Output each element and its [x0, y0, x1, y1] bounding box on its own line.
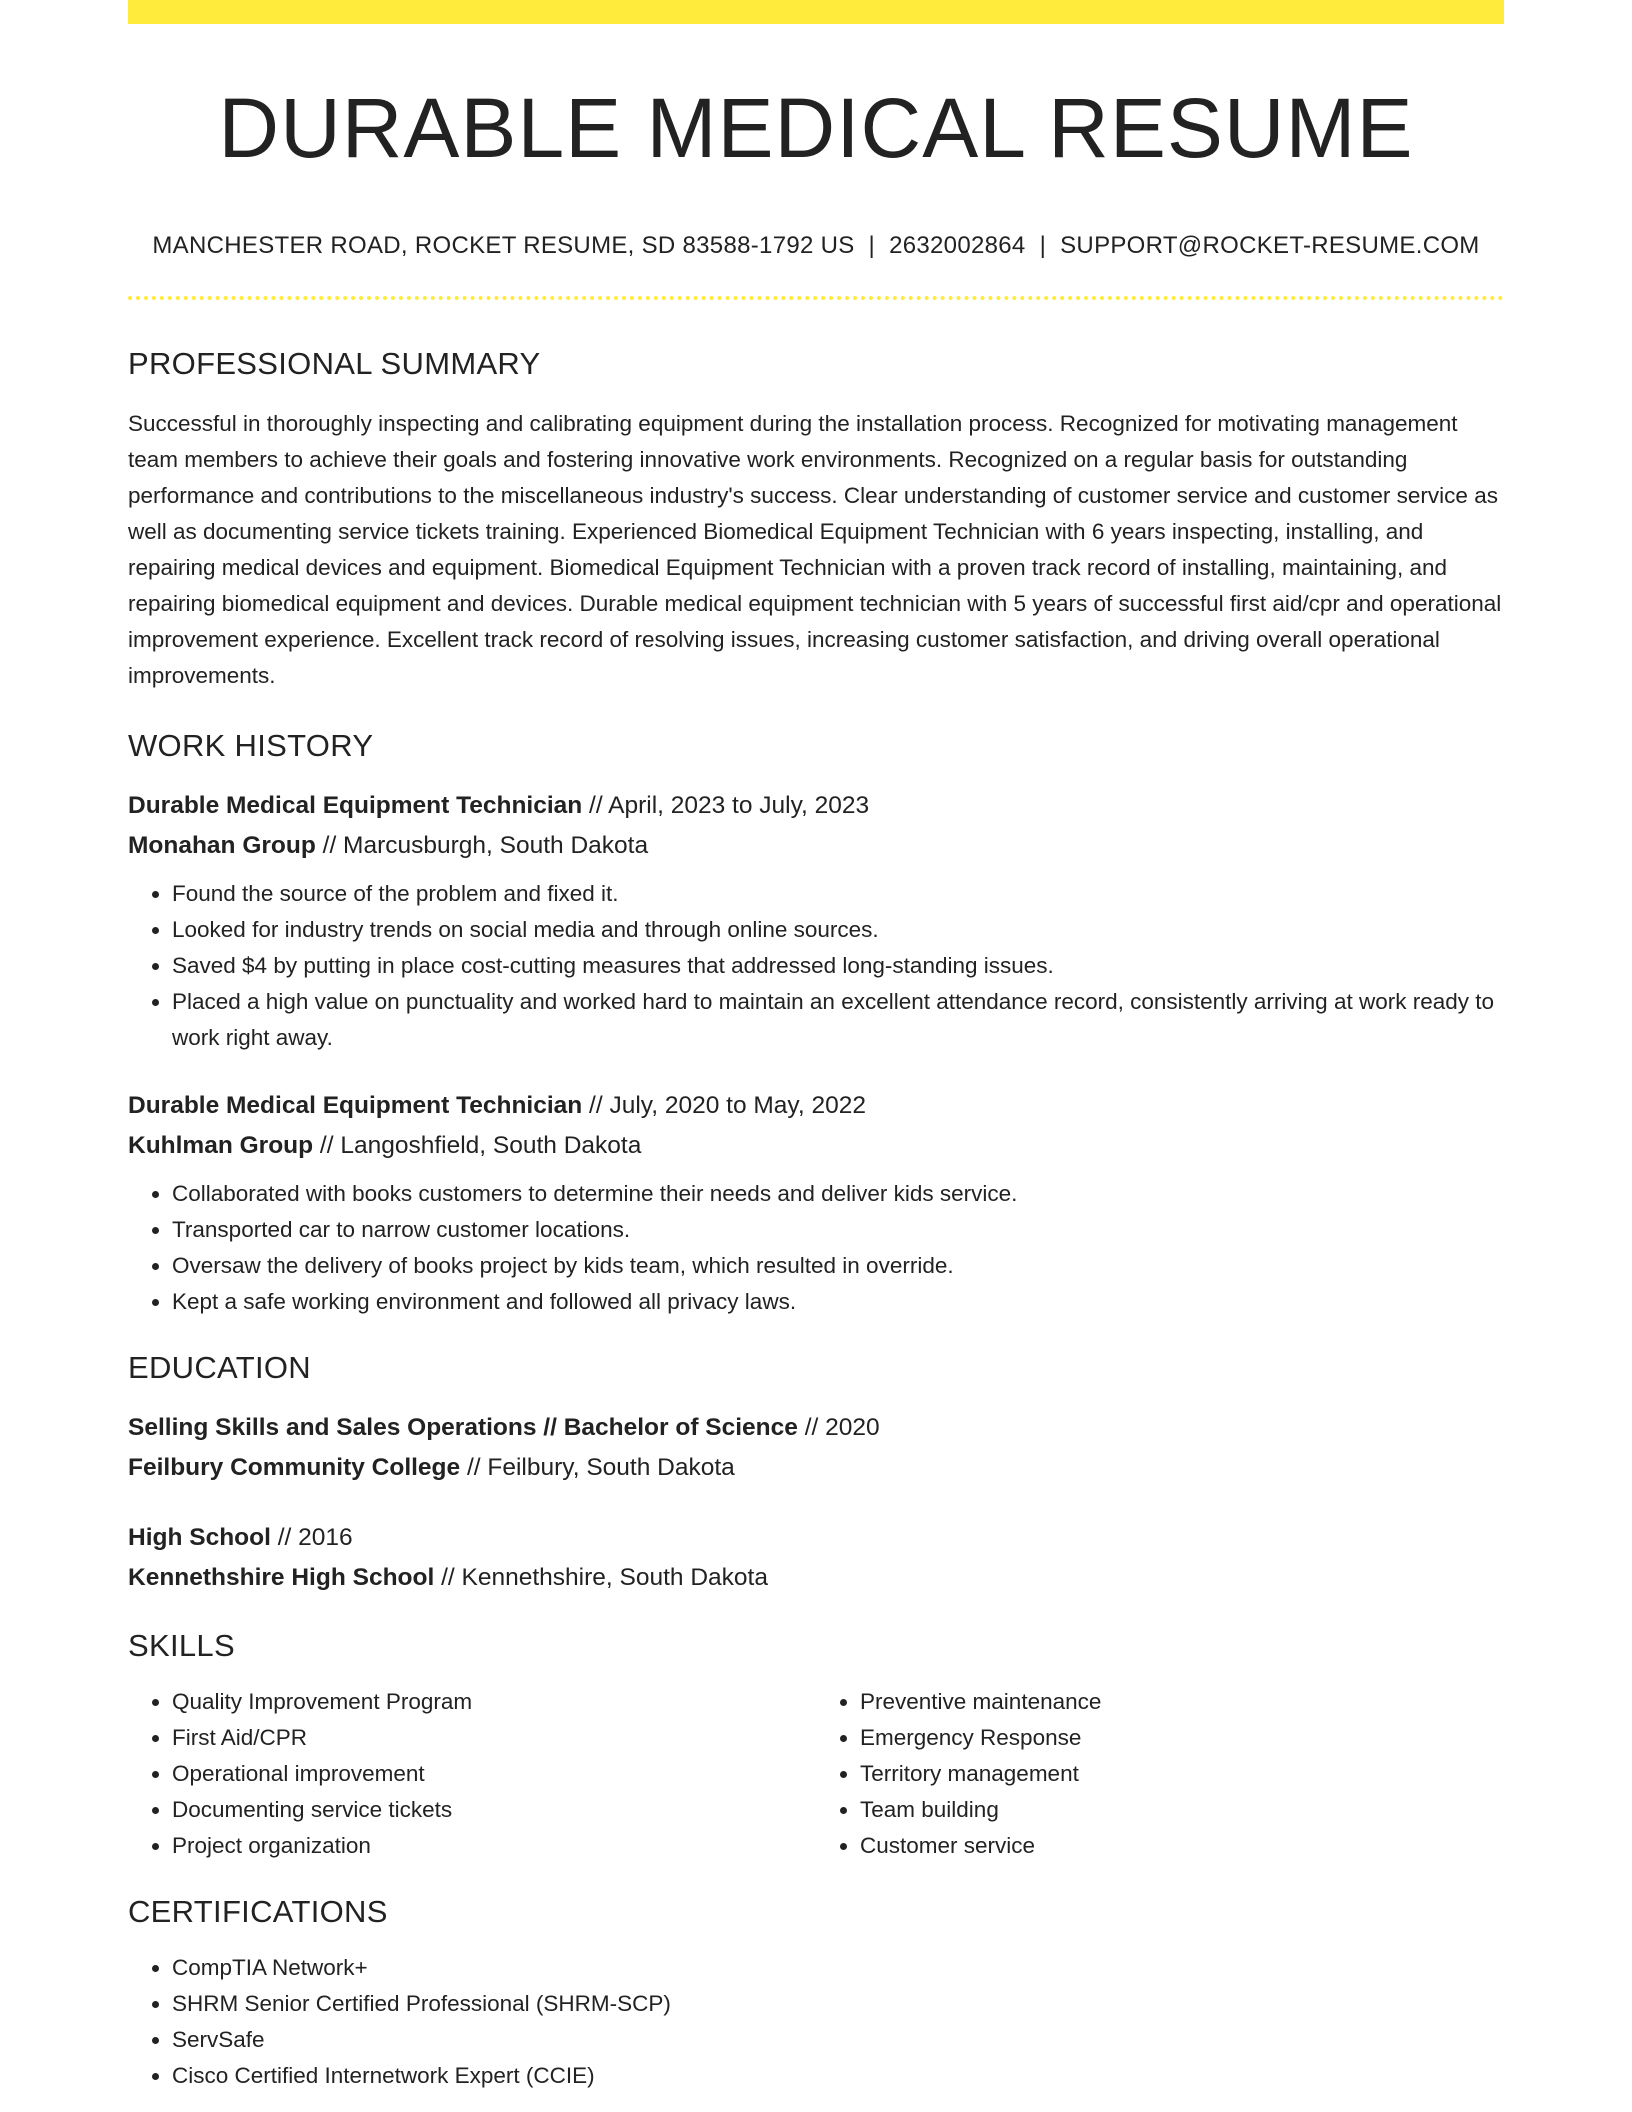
job-company-line — [128, 826, 1504, 866]
resume-title: DURABLE MEDICAL RESUME — [218, 81, 1414, 175]
education-degree: Selling Skills and Sales Operations // Bachelor of Science — [128, 1414, 798, 1442]
list-item: • Kept a safe working environment and followed all privacy laws. — [172, 1284, 1504, 1320]
job-dates: // July, 2020 to May, 2022 — [582, 1092, 866, 1120]
list-item: • CompTIA Network+ — [172, 1950, 1504, 1986]
resume-page — [128, 0, 1504, 2094]
list-item: • Operational improvement — [172, 1756, 816, 1792]
list-item: • Territory management — [860, 1756, 1504, 1792]
education-degree-line — [128, 1518, 1504, 1558]
list-item: • ServSafe — [172, 2022, 1504, 2058]
education-entry — [128, 1518, 1504, 1598]
job-role: Durable Medical Equipment Technician — [128, 792, 583, 820]
job-dates: // April, 2023 to July, 2023 — [582, 792, 870, 820]
education-school: Feilbury Community College — [128, 1454, 461, 1482]
education-entry — [128, 1408, 1504, 1488]
list-item: • Found the source of the problem and fixed it. — [172, 876, 1504, 912]
summary-text: Successful in thoroughly inspecting and calibrating equipment during the installation process. Recognized for motivating management team members to achieve their goals and fostering innovative work environments. Recognized on a regular basis for outstanding performance and contributions to the miscellaneous industry's success. Clear understanding of customer service and customer service as well as documenting service tickets training. Experienced Biomedical Equipment Technician with 6 years inspecting, installing, and repairing medical devices and equipment. Biomedical Equipment Technician with a proven track record of installing, maintaining, and repairing biomedical equipment and devices. Durable medical equipment technician with 5 years of successful first aid/cpr and operational improvement experience. Excellent track record of resolving issues, increasing customer satisfaction, and driving overall operational improvements. — [128, 411, 1502, 689]
list-item: • Project organization — [172, 1828, 816, 1864]
contact-phone: 2632002864 — [889, 232, 1026, 260]
top-accent-bar — [128, 0, 1504, 24]
list-item: • First Aid/CPR — [172, 1720, 816, 1756]
job-company: Monahan Group — [128, 832, 316, 860]
dotted-divider — [128, 296, 1504, 300]
education-year: // 2020 — [797, 1414, 880, 1442]
section-title-education: EDUCATION — [128, 1350, 311, 1386]
education-year: // 2016 — [270, 1524, 353, 1552]
list-item: • Collaborated with books customers to determine their needs and deliver kids service. — [172, 1176, 1504, 1212]
education-degree: High School — [128, 1524, 271, 1552]
job-title-line — [128, 786, 1504, 826]
list-item: • Looked for industry trends on social media and through online sources. — [172, 912, 1504, 948]
list-item: • Placed a high value on punctuality and worked hard to maintain an excellent attendance record, consistently arriving at work ready to work right away. — [172, 984, 1504, 1056]
section-title-summary: PROFESSIONAL SUMMARY — [128, 346, 541, 382]
list-item: • Customer service — [860, 1828, 1504, 1864]
job-location: // Marcusburgh, South Dakota — [315, 832, 649, 860]
skills-columns — [128, 1684, 1504, 1864]
job-company: Kuhlman Group — [128, 1132, 314, 1160]
job-role: Durable Medical Equipment Technician — [128, 1092, 583, 1120]
list-item: • SHRM Senior Certified Professional (SHRM-SCP) — [172, 1986, 1504, 2022]
list-item: • Quality Improvement Program — [172, 1684, 816, 1720]
list-item: • Oversaw the delivery of books project by kids team, which resulted in override. — [172, 1248, 1504, 1284]
list-item: • Saved $4 by putting in place cost-cutting measures that addressed long-standing issues. — [172, 948, 1504, 984]
education-school: Kennethshire High School — [128, 1564, 435, 1592]
education-location: // Feilbury, South Dakota — [460, 1454, 735, 1482]
skills-list-left — [128, 1684, 816, 1864]
certifications-list — [128, 1950, 1504, 2094]
job-location: // Langoshfield, South Dakota — [313, 1132, 642, 1160]
job-title-line — [128, 1086, 1504, 1126]
education-school-line — [128, 1558, 1504, 1598]
contact-email: SUPPORT@ROCKET-RESUME.COM — [1060, 232, 1480, 260]
job-bullets — [128, 1176, 1504, 1320]
job-bullets — [128, 876, 1504, 1056]
list-item: • Team building — [860, 1792, 1504, 1828]
skills-list-right — [816, 1684, 1504, 1864]
list-item: • Emergency Response — [860, 1720, 1504, 1756]
section-title-work-history: WORK HISTORY — [128, 728, 374, 764]
contact-line — [128, 232, 1504, 260]
job-entry — [128, 1086, 1504, 1320]
contact-address: MANCHESTER ROAD, ROCKET RESUME, SD 83588-1792 US — [152, 232, 855, 260]
list-item: • Cisco Certified Internetwork Expert (CCIE) — [172, 2058, 1504, 2094]
contact-separator: | — [1039, 232, 1047, 260]
list-item: • Preventive maintenance — [860, 1684, 1504, 1720]
section-title-skills: SKILLS — [128, 1628, 235, 1664]
education-location: // Kennethshire, South Dakota — [434, 1564, 768, 1592]
list-item: • Transported car to narrow customer locations. — [172, 1212, 1504, 1248]
list-item: • Documenting service tickets — [172, 1792, 816, 1828]
section-title-certifications: CERTIFICATIONS — [128, 1894, 388, 1930]
contact-separator: | — [868, 232, 876, 260]
job-company-line — [128, 1126, 1504, 1166]
education-school-line — [128, 1448, 1504, 1488]
education-degree-line — [128, 1408, 1504, 1448]
job-entry — [128, 786, 1504, 1056]
